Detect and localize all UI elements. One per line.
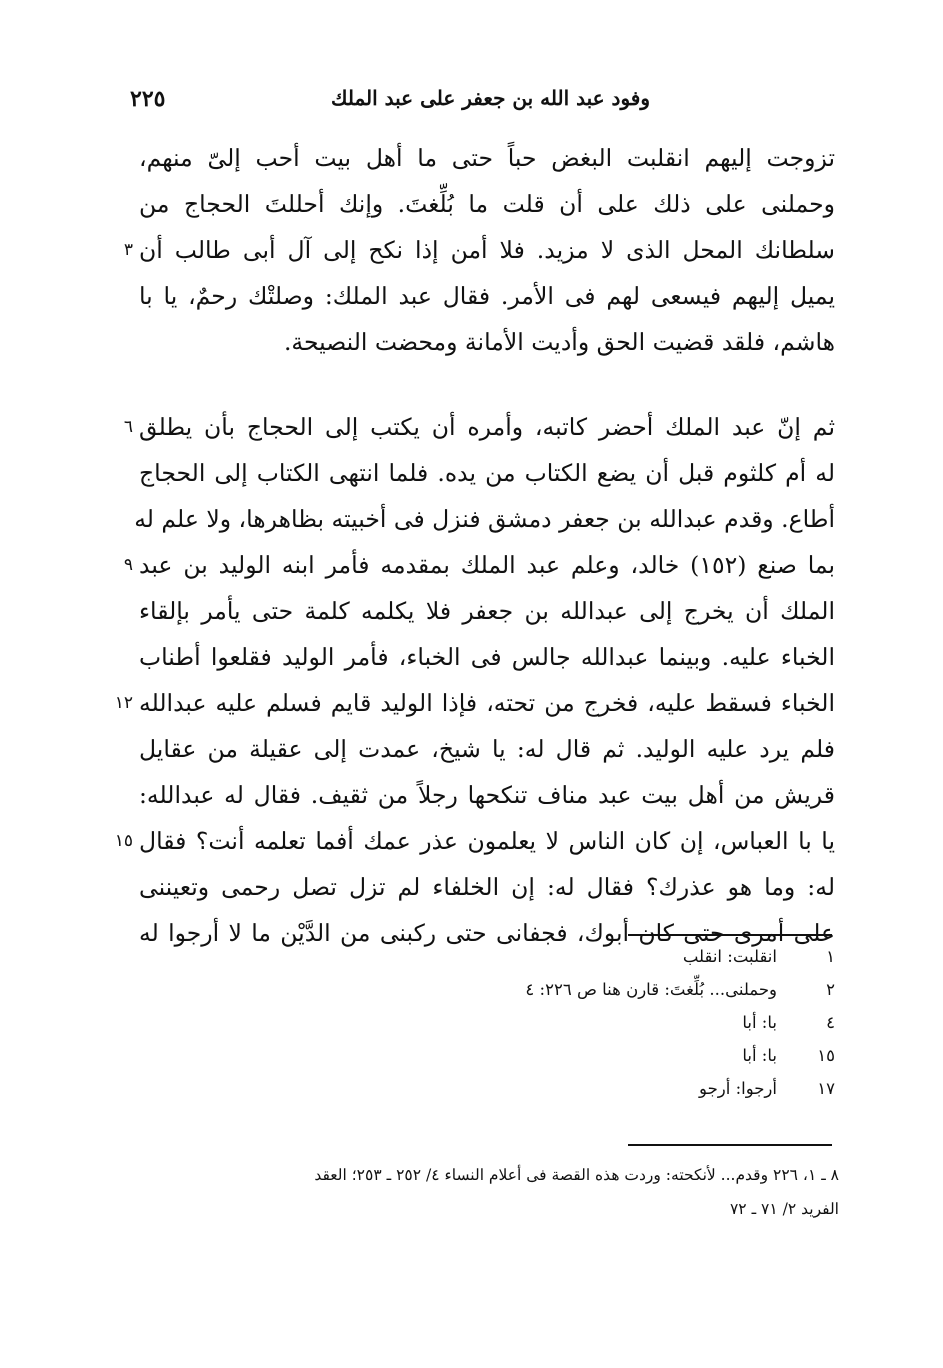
text-line (123, 227, 835, 273)
line-number: ١٥ (114, 831, 133, 851)
source-line: الفريد ٢/ ٧١ ـ ٧٢ (729, 1200, 839, 1218)
note-entry (275, 1072, 835, 1105)
note-entry (275, 940, 835, 973)
text-line (134, 496, 835, 542)
source-notes (139, 1158, 839, 1226)
note-line-ref: ٢ (826, 980, 835, 999)
line-text: يا با العباس، إن كان الناس لا يعلمون عذر عمك أفما تعلمه أنت؟ فقال (139, 827, 835, 855)
line-text: سلطانك المحل الذى لا مزيد. فلا أمن إذا نكح إلى آل أبى طالب أن (139, 236, 835, 264)
note-text: وحملنى... بُلِّغتَ: قارن هنا ص ٢٢٦: ٤ (525, 980, 777, 999)
text-line (123, 404, 835, 450)
text-line (123, 542, 835, 588)
note-text: أرجوا: أرجو (699, 1079, 777, 1098)
note-line-ref: ١ (826, 947, 835, 966)
line-text: تزوجت إليهم انقلبت البغض حباً حتى ما أهل بيت أحب إلىّ منهم، (139, 144, 835, 172)
note-entry (275, 1039, 835, 1072)
note-entry (275, 973, 835, 1006)
text-line (114, 680, 835, 726)
text-line (139, 273, 835, 319)
line-text: يميل إليهم فيسعى لهم فى الأمر. فقال عبد الملك: وصلتْك رحمٌ، يا با (139, 282, 835, 310)
line-number: ٩ (123, 555, 133, 575)
apparatus-notes (275, 940, 835, 1105)
text-line (139, 319, 835, 365)
text-line (139, 181, 835, 227)
line-text: له أم كلثوم قبل أن يضع الكتاب من يده. فلما انتهى الكتاب إلى الحجاج (139, 459, 835, 487)
note-line-ref: ٤ (826, 1013, 835, 1032)
note-line-ref: ١٧ (817, 1079, 835, 1098)
line-text: الخباء فسقط عليه، فخرج من تحته، فإذا الوليد قايم فسلم عليه عبدالله (139, 689, 835, 717)
line-text: وحملنى على ذلك على أن قلت ما بُلِّغتَ. وإنك أحللتَ الحجاج من (139, 190, 835, 218)
text-line (114, 818, 835, 864)
line-number: ٦ (123, 417, 133, 437)
line-text: أطاع. وقدم عبدالله بن جعفر دمشق فنزل فى أخبيته بظاهرها، ولا علم له (134, 505, 835, 533)
line-number: ٣ (123, 240, 133, 260)
note-text: با: أبا (742, 1013, 777, 1032)
paragraph-2 (114, 404, 835, 956)
text-line (139, 135, 835, 181)
line-text: قريش من أهل بيت عبد مناف تنكحها رجلاً من ثقيف. فقال له عبدالله: (139, 781, 835, 809)
paragraph-1 (123, 135, 835, 365)
note-text: با: أبا (742, 1046, 777, 1065)
note-entry (275, 1006, 835, 1039)
text-line (139, 726, 835, 772)
line-number: ١٢ (114, 693, 133, 713)
text-line (139, 772, 835, 818)
line-text: على أمرى حتى كان أبوك، فجفانى حتى ركبنى من الدَّيْن ما لا أرجوا له (139, 919, 835, 947)
note-line-ref: ١٥ (817, 1046, 835, 1065)
text-line (139, 588, 835, 634)
line-text: بما صنع (١٥٢) خالد، وعلم عبد الملك بمقدمه فأمر ابنه الوليد بن عبد (139, 551, 835, 579)
notes-divider (628, 934, 832, 936)
sources-divider (628, 1144, 832, 1146)
text-line (139, 634, 835, 680)
page-number: ٢٢٥ (130, 86, 166, 112)
line-text: ثم إنّ عبد الملك أحضر كاتبه، وأمره أن يكتب إلى الحجاج بأن يطلق (139, 413, 835, 441)
line-text: الخباء عليه. وبينما عبدالله جالس فى الخباء، فأمر الوليد فقلعوا أطناب (139, 643, 835, 671)
running-head: وفود عبد الله بن جعفر على عبد الملك (331, 86, 650, 110)
line-text: له: وما هو عذرك؟ فقال له: إن الخلفاء لم تزل تصل رحمى وتعيننى (139, 873, 835, 901)
line-text: هاشم، فلقد قضيت الحق وأديت الأمانة ومحضت النصيحة. (283, 328, 835, 356)
note-text: انقلبت: انقلب (682, 947, 777, 966)
text-line (139, 864, 835, 910)
line-text: الملك أن يخرج إلى عبدالله بن جعفر فلا يكلمه كلمة حتى يأمر بإلقاء (139, 597, 835, 625)
text-line (139, 450, 835, 496)
source-line: ٨ ـ ١، ٢٢٦ وقدم... لأنكحته: وردت هذه القصة فى أعلام النساء ٤/ ٢٥٢ ـ ٢٥٣؛ العقد (314, 1166, 839, 1184)
line-text: فلم يرد عليه الوليد. ثم قال له: يا شيخ، عمدت إلى عقيلة من عقايل (139, 735, 835, 763)
page-header (130, 86, 830, 116)
